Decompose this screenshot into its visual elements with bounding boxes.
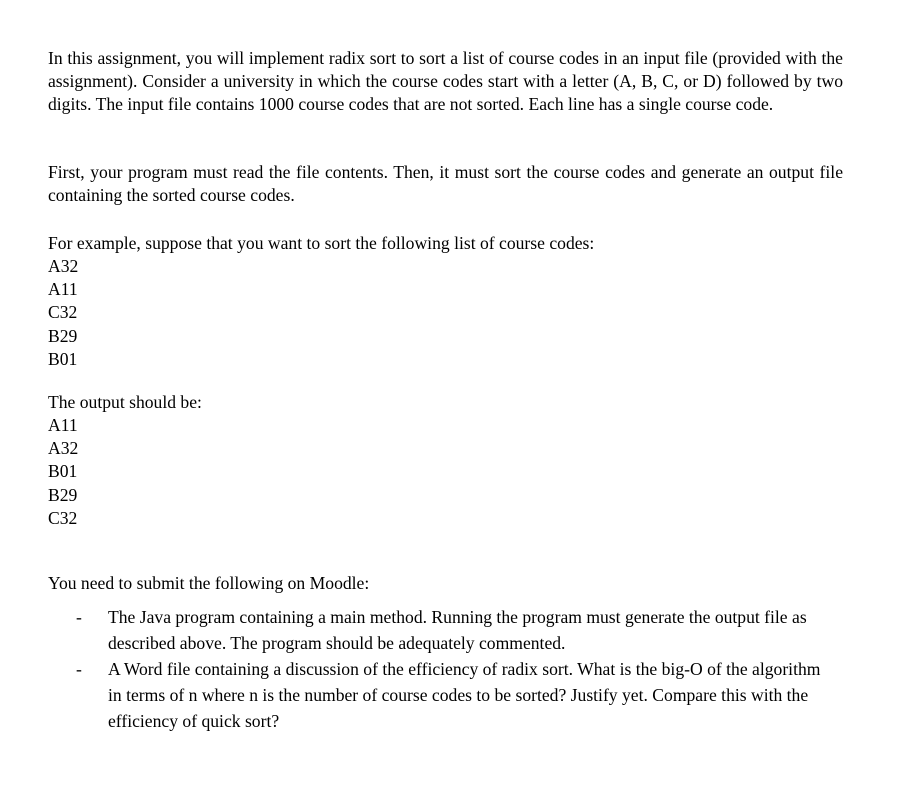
code-item: B29: [48, 484, 78, 505]
code-item: A11: [48, 415, 78, 435]
submission-list: [48, 604, 848, 734]
submission-item: [48, 604, 848, 656]
code-item: A32: [48, 438, 79, 459]
output-lead: The output should be:: [48, 392, 202, 412]
submit-lead: You need to submit the following on Moodle:: [48, 573, 370, 593]
code-item: C32: [48, 302, 78, 323]
bullet-dash: -: [76, 607, 82, 627]
code-item: C32: [48, 507, 78, 528]
code-item: A32: [48, 256, 79, 276]
code-item: B01: [48, 461, 78, 482]
bullet-dash: -: [76, 659, 82, 679]
submission-item-text: The Java program containing a main method. Running the program must generate the output file as described above. The program should be adequately commented.: [108, 607, 807, 653]
example-lead: For example, suppose that you want to sort the following list of course codes:: [48, 233, 595, 253]
intro-paragraph: In this assignment, you will implement radix sort to sort a list of course codes in an input file (provided with the assignment). Consider a university in which the course codes start with a letter (A, B, C, or D) followed by two digits. The input file contains 1000 course codes that are not sorted. Each line has a single course code.: [48, 48, 843, 114]
example-section: [48, 232, 843, 371]
submission-item-text: A Word file containing a discussion of the efficiency of radix sort. What is the big-O of the algorithm in terms of n where n is the number of course codes to be sorted? Justify yet. Compare this with the efficiency of quick sort?: [108, 659, 821, 731]
first-paragraph: First, your program must read the file contents. Then, it must sort the course codes and generate an output file containing the sorted course codes.: [48, 162, 843, 205]
output-section: [48, 391, 843, 530]
submission-item: [48, 656, 848, 734]
code-item: B29: [48, 325, 78, 346]
code-item: A11: [48, 279, 78, 300]
output-code-list: [48, 414, 843, 530]
code-item: B01: [48, 348, 78, 369]
input-code-list: [48, 255, 843, 371]
